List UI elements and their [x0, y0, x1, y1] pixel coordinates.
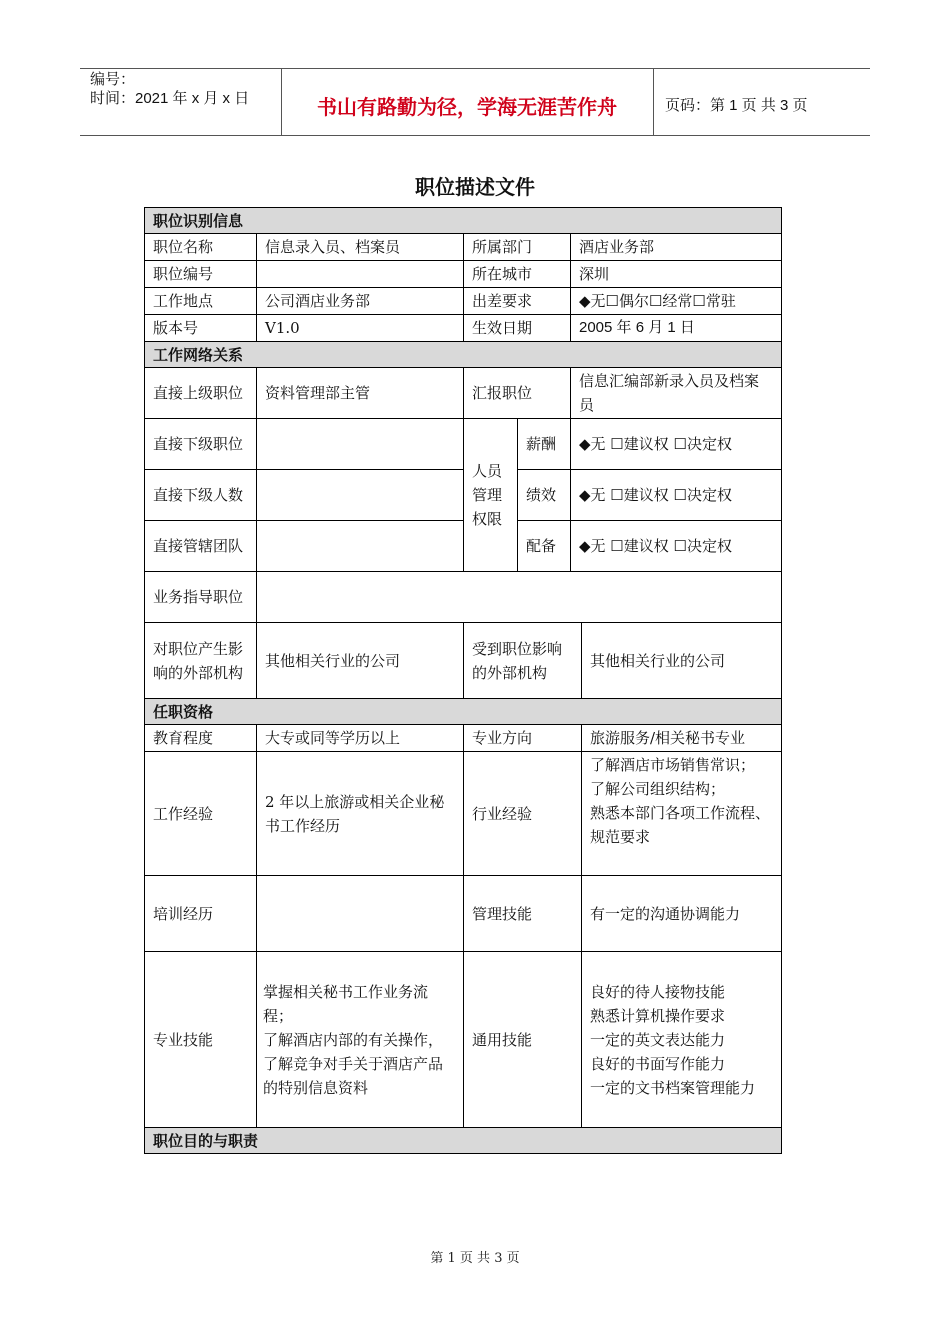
value-position-name: 信息录入员、档案员 — [257, 234, 464, 261]
label-work-place: 工作地点 — [145, 288, 257, 315]
label-city: 所在城市 — [464, 261, 571, 288]
header-bottom-rule — [80, 135, 870, 136]
value-report-position: 信息汇编部新录入员及档案员 — [571, 368, 782, 419]
value-managed-team — [257, 521, 464, 572]
label-report-position: 汇报职位 — [464, 368, 571, 419]
label-salary: 薪酬 — [518, 419, 571, 470]
section-qualification: 任职资格 — [145, 699, 782, 725]
value-industry-experience: 了解酒店市场销售常识； 了解公司组织结构； 熟悉本部门各项工作流程、规范要求 — [582, 752, 782, 876]
value-staffing: ◆无 ☐建议权 ☐决定权 — [571, 521, 782, 572]
value-major: 旅游服务/相关秘书专业 — [582, 725, 782, 752]
header-meta — [90, 70, 249, 108]
header-code-label: 编号： — [90, 71, 136, 88]
label-training: 培训经历 — [145, 876, 257, 952]
page-footer: 第 1 页 共 3 页 — [430, 1251, 520, 1266]
header-slogan: 书山有路勤为径，学海无涯苦作舟 — [317, 95, 617, 119]
label-professional-skill: 专业技能 — [145, 952, 257, 1128]
value-external-affecting: 其他相关行业的公司 — [257, 623, 464, 699]
section-network: 工作网络关系 — [145, 342, 782, 368]
value-version: V1.0 — [257, 315, 464, 342]
label-education: 教育程度 — [145, 725, 257, 752]
header-page-label: 页码：第 1 页 共 3 页 — [665, 97, 808, 114]
label-external-affecting: 对职位产生影响的外部机构 — [145, 623, 257, 699]
value-performance: ◆无 ☐建议权 ☐决定权 — [571, 470, 782, 521]
label-department: 所属部门 — [464, 234, 571, 261]
value-position-code — [257, 261, 464, 288]
label-performance: 绩效 — [518, 470, 571, 521]
label-staff-authority: 人员 管理 权限 — [464, 419, 518, 572]
label-version: 版本号 — [145, 315, 257, 342]
value-external-affected: 其他相关行业的公司 — [582, 623, 782, 699]
header-date-label: 时间：2021 年 x 月 x 日 — [90, 90, 250, 107]
document-title: 职位描述文件 — [415, 175, 535, 199]
label-travel: 出差要求 — [464, 288, 571, 315]
value-subordinate-count — [257, 470, 464, 521]
value-professional-skill: 掌握相关秘书工作业务流程； 了解酒店内部的有关操作， 了解竞争对手关于酒店产品的特别信息资料 — [257, 952, 464, 1128]
header-top-rule — [80, 68, 870, 69]
label-general-skill: 通用技能 — [464, 952, 582, 1128]
job-description-table — [144, 207, 782, 1154]
value-city: 深圳 — [571, 261, 782, 288]
label-position-code: 职位编号 — [145, 261, 257, 288]
value-management-skill: 有一定的沟通协调能力 — [582, 876, 782, 952]
value-general-skill: 良好的待人接物技能 熟悉计算机操作要求 一定的英文表达能力 良好的书面写作能力 一定的文书档案管理能力 — [582, 952, 782, 1128]
value-education: 大专或同等学历以上 — [257, 725, 464, 752]
value-effective-date: 2005 年 6 月 1 日 — [571, 315, 782, 342]
label-direct-superior: 直接上级职位 — [145, 368, 257, 419]
value-travel: ◆无☐偶尔☐经常☐常驻 — [571, 288, 782, 315]
label-subordinate-count: 直接下级人数 — [145, 470, 257, 521]
value-work-place: 公司酒店业务部 — [257, 288, 464, 315]
value-training — [257, 876, 464, 952]
value-direct-subordinate — [257, 419, 464, 470]
label-managed-team: 直接管辖团队 — [145, 521, 257, 572]
label-effective-date: 生效日期 — [464, 315, 571, 342]
label-industry-experience: 行业经验 — [464, 752, 582, 876]
label-position-name: 职位名称 — [145, 234, 257, 261]
value-work-experience: 2 年以上旅游或相关企业秘书工作经历 — [257, 752, 464, 876]
value-salary: ◆无 ☐建议权 ☐决定权 — [571, 419, 782, 470]
label-direct-subordinate: 直接下级职位 — [145, 419, 257, 470]
label-staffing: 配备 — [518, 521, 571, 572]
value-department: 酒店业务部 — [571, 234, 782, 261]
label-work-experience: 工作经验 — [145, 752, 257, 876]
header-divider — [653, 68, 654, 135]
label-major: 专业方向 — [464, 725, 582, 752]
label-management-skill: 管理技能 — [464, 876, 582, 952]
label-external-affected: 受到职位影响的外部机构 — [464, 623, 582, 699]
value-business-guide — [257, 572, 782, 623]
label-business-guide: 业务指导职位 — [145, 572, 257, 623]
section-id-info: 职位识别信息 — [145, 208, 782, 234]
value-direct-superior: 资料管理部主管 — [257, 368, 464, 419]
section-duties: 职位目的与职责 — [145, 1128, 782, 1154]
